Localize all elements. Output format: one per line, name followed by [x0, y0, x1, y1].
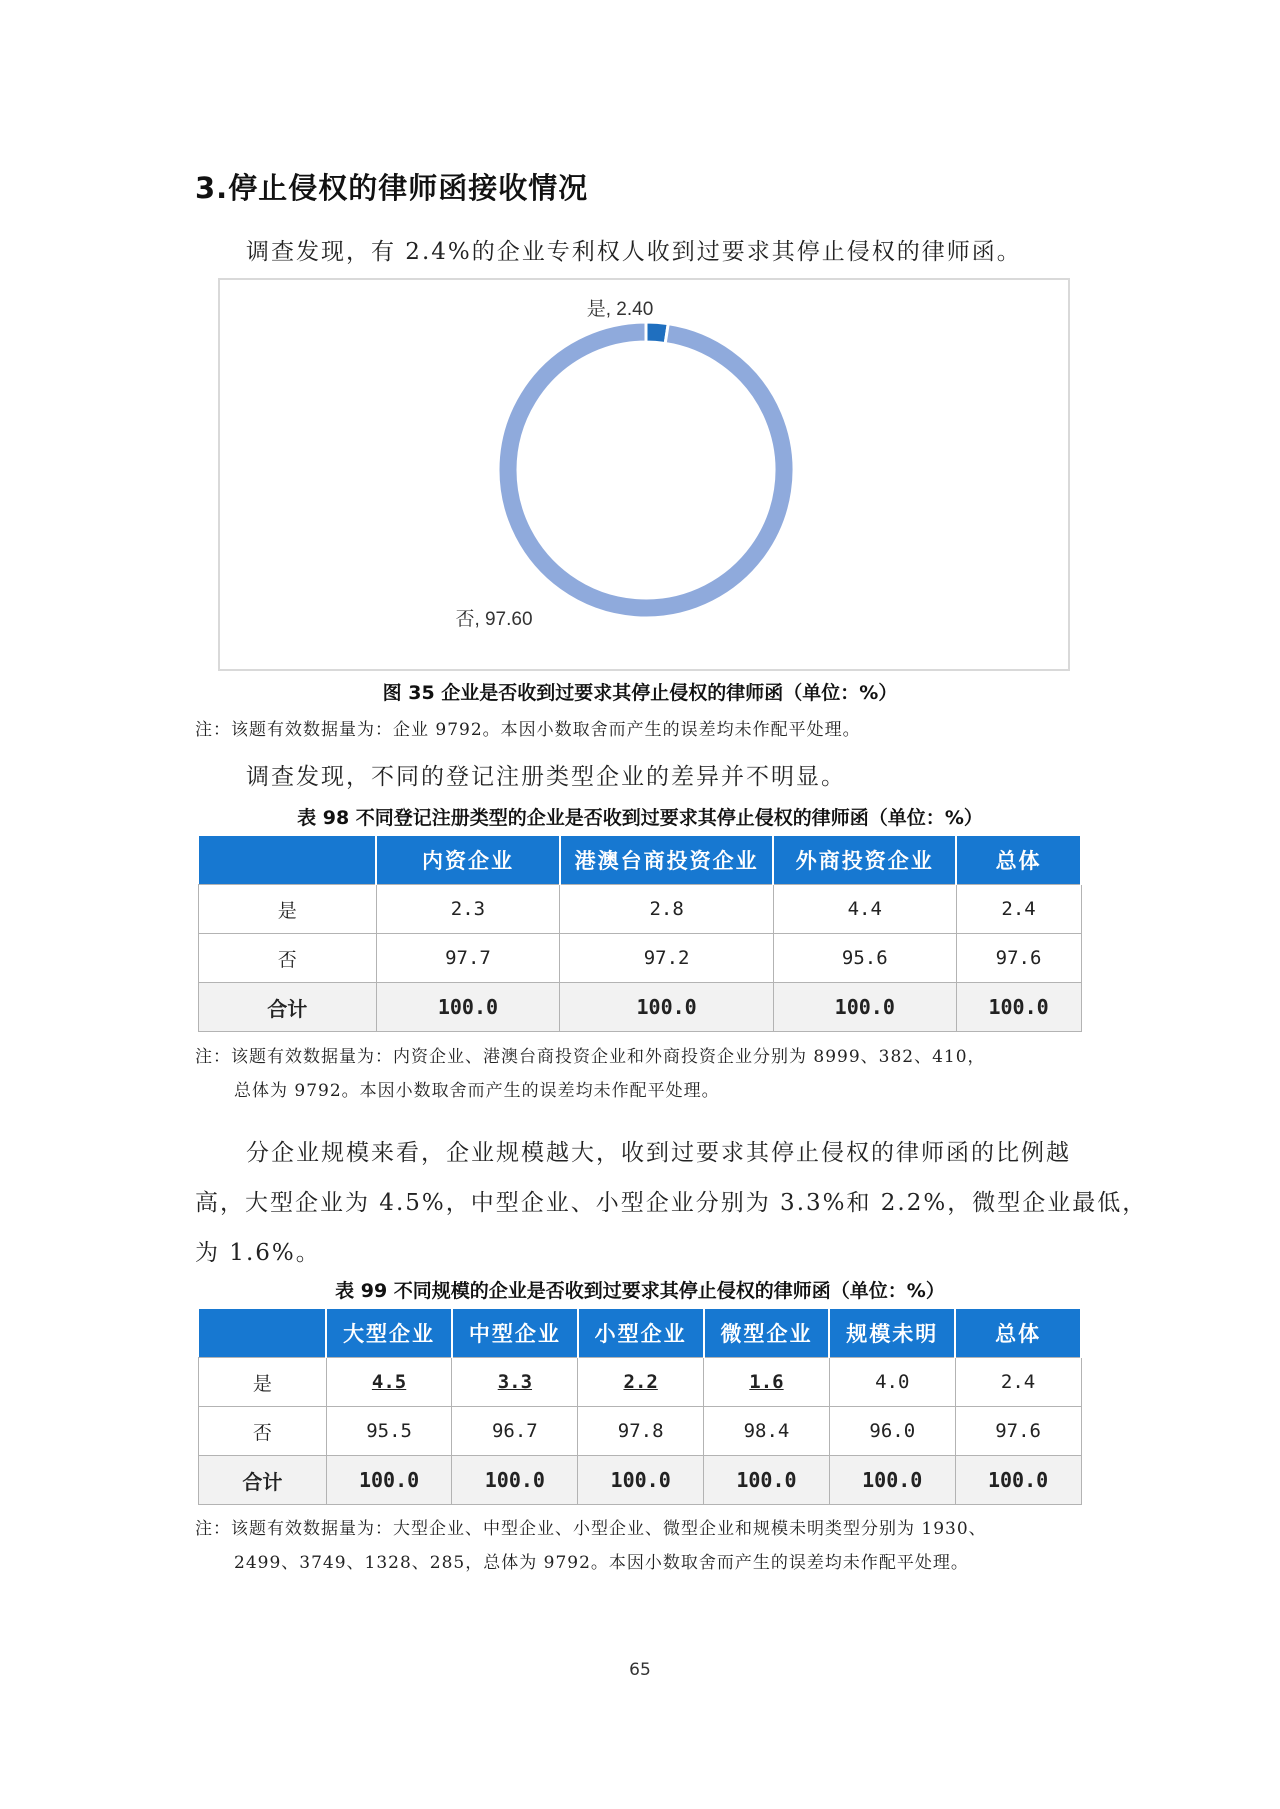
table-cell: 2.8	[560, 885, 774, 934]
table-cell: 100.0	[578, 1456, 704, 1505]
table-98	[198, 836, 1082, 1032]
table-cell: 100.0	[452, 1456, 578, 1505]
table-cell: 100.0	[326, 1456, 452, 1505]
row-label: 合计	[199, 1456, 327, 1505]
table-cell: 100.0	[773, 983, 956, 1032]
table-cell: 4.0	[829, 1358, 955, 1407]
label-no: 否, 97.60	[455, 609, 533, 630]
table98-note-line2: 总体为 9792。本因小数取舍而产生的误差均未作配平处理。	[234, 1081, 720, 1101]
page-number: 65	[629, 1660, 651, 1680]
table-cell: 100.0	[955, 1456, 1081, 1505]
table-total-row	[199, 1456, 1082, 1505]
table-cell	[578, 1358, 704, 1407]
table-cell: 2.3	[376, 885, 560, 934]
highlighted-value: 3.3	[497, 1371, 533, 1393]
donut-chart-svg	[220, 280, 1072, 673]
table-cell: 96.7	[452, 1407, 578, 1456]
table-row	[199, 1407, 1082, 1456]
table-cell	[452, 1358, 578, 1407]
table98-header-hkmt: 港澳台商投资企业	[560, 836, 774, 885]
table-cell: 96.0	[829, 1407, 955, 1456]
donut-chart	[218, 278, 1070, 671]
table99-note-line2: 2499、3749、1328、285，总体为 9792。本因小数取舍而产生的误差均未作配平处理。	[234, 1553, 969, 1573]
table99-header-large: 大型企业	[326, 1309, 452, 1358]
table-cell: 98.4	[704, 1407, 830, 1456]
label-yes: 是, 2.40	[586, 299, 654, 320]
table98-header-domestic: 内资企业	[376, 836, 560, 885]
table-cell: 100.0	[704, 1456, 830, 1505]
paragraph3-line2: 高，大型企业为 4.5%，中型企业、小型企业分别为 3.3%和 2.2%，微型企业最低，	[195, 1190, 1148, 1216]
table-cell	[326, 1358, 452, 1407]
table-cell: 100.0	[560, 983, 774, 1032]
table-cell: 95.5	[326, 1407, 452, 1456]
table-cell: 95.6	[773, 934, 956, 983]
table99-caption: 表 99 不同规模的企业是否收到过要求其停止侵权的律师函（单位：%）	[335, 1280, 945, 1302]
table-cell: 4.4	[773, 885, 956, 934]
figure-caption: 图 35 企业是否收到过要求其停止侵权的律师函（单位：%）	[382, 682, 898, 704]
row-label: 否	[199, 1407, 327, 1456]
table98-caption: 表 98 不同登记注册类型的企业是否收到过要求其停止侵权的律师函（单位：%）	[297, 807, 983, 829]
row-label: 合计	[199, 983, 377, 1032]
table99-header-overall: 总体	[955, 1309, 1081, 1358]
table-total-row	[199, 983, 1082, 1032]
table98-header-overall: 总体	[956, 836, 1081, 885]
highlighted-value: 4.5	[371, 1371, 407, 1393]
paragraph3-line1: 分企业规模来看，企业规模越大，收到过要求其停止侵权的律师函的比例越	[246, 1140, 1071, 1166]
table99-header-empty	[199, 1309, 327, 1358]
highlighted-value: 1.6	[749, 1371, 784, 1393]
figure-note: 注：该题有效数据量为：企业 9792。本因小数取舍而产生的误差均未作配平处理。	[195, 720, 861, 740]
row-label: 否	[199, 934, 377, 983]
table-cell: 97.7	[376, 934, 560, 983]
table-cell: 100.0	[829, 1456, 955, 1505]
table98-note-line1: 注：该题有效数据量为：内资企业、港澳台商投资企业和外商投资企业分别为 8999、382、410，	[195, 1047, 986, 1067]
section-heading: 3.停止侵权的律师函接收情况	[195, 171, 589, 205]
row-label: 是	[199, 1358, 327, 1407]
paragraph3-line3: 为 1.6%。	[195, 1240, 321, 1266]
table-row	[199, 1358, 1082, 1407]
row-label: 是	[199, 885, 377, 934]
table99-header-small: 小型企业	[578, 1309, 704, 1358]
table-cell: 100.0	[376, 983, 560, 1032]
table99-header-medium: 中型企业	[452, 1309, 578, 1358]
table98-header-row	[199, 836, 1082, 885]
table99-header-unknown: 规模未明	[829, 1309, 955, 1358]
intro-paragraph: 调查发现，有 2.4%的企业专利权人收到过要求其停止侵权的律师函。	[246, 239, 1022, 265]
table99-note-line1: 注：该题有效数据量为：大型企业、中型企业、小型企业、微型企业和规模未明类型分别为 1930、	[195, 1519, 987, 1539]
table-cell: 97.2	[560, 934, 774, 983]
highlighted-value: 2.2	[623, 1371, 658, 1393]
paragraph-registration-types: 调查发现，不同的登记注册类型企业的差异并不明显。	[246, 764, 846, 790]
table-cell: 2.4	[956, 885, 1081, 934]
slice-no	[498, 322, 794, 618]
table-cell: 2.4	[955, 1358, 1081, 1407]
table-cell: 97.6	[956, 934, 1081, 983]
table-cell: 97.6	[955, 1407, 1081, 1456]
table-row	[199, 885, 1082, 934]
table-cell: 97.8	[578, 1407, 704, 1456]
table-cell	[704, 1358, 830, 1407]
table98-header-foreign: 外商投资企业	[773, 836, 956, 885]
table-99	[198, 1309, 1082, 1505]
table-row	[199, 934, 1082, 983]
table98-header-empty	[199, 836, 377, 885]
table99-header-micro: 微型企业	[704, 1309, 830, 1358]
table99-header-row	[199, 1309, 1082, 1358]
table-cell: 100.0	[956, 983, 1081, 1032]
